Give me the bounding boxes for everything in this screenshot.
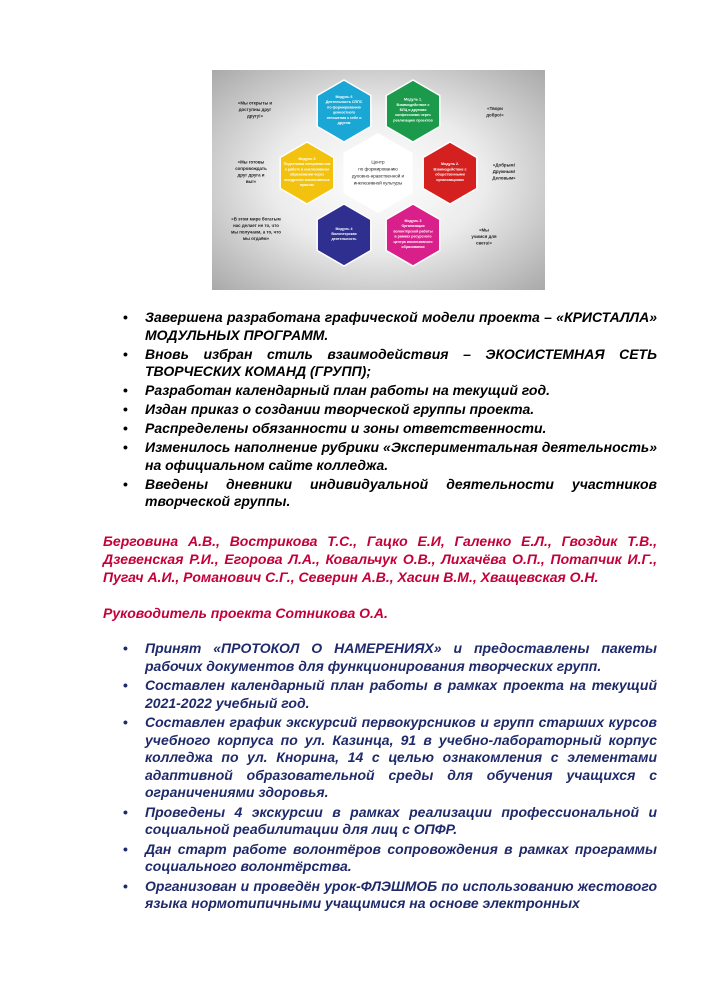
bullet-icon: • (123, 640, 128, 656)
list-item (123, 803, 657, 839)
list-item (123, 401, 657, 419)
hex-module-5-label: Модуль 5 Подготовка специалистов к работе в инклюзивном образовании через внедрение инклюзивных практик (283, 157, 331, 187)
list-item-text: Изменилось наполнение рубрики «Экспериментальная деятельность» на официальном сайте колледжа. (145, 439, 657, 473)
bullet-icon: • (123, 714, 128, 730)
quote-left-bottom: «В этом мире богатым нас делает не то, что мы получаем, а то, что мы отдаём» (231, 216, 281, 241)
crystal-model-diagram (212, 70, 545, 290)
diagram-svg (212, 70, 545, 290)
hex-module-6-label: Модуль 6 Деятельность СППС по формированию ценностного отношения к себе и другим (325, 95, 363, 125)
hex-module-3-label: Модуль 3 Организация волонтёрской работы в рамках ресурсного центра инклюзивного образования (393, 219, 433, 249)
list-item (123, 309, 657, 344)
list-item (123, 382, 657, 400)
bullet-icon: • (123, 345, 128, 362)
list-item-text: Проведены 4 экскурсии в рамках реализации профессиональной и социальной реабилитации для лиц с ОПФР. (145, 803, 657, 837)
list-item (123, 439, 657, 474)
list-item-text: Составлен календарный план работы в рамках проекта на текущий 2021-2022 учебный год. (145, 677, 657, 711)
list-item-text: Вновь избран стиль взаимодействия – ЭКОСИСТЕМНАЯ СЕТЬ ТВОРЧЕСКИХ КОМАНД (ГРУПП); (145, 345, 657, 379)
quote-left-top: «Мы открыты и доступны друг другу!» (237, 100, 273, 119)
bullet-icon: • (123, 420, 128, 436)
list-item (123, 420, 657, 438)
bullet-icon: • (123, 309, 128, 325)
completed-tasks-list (123, 309, 657, 512)
bullet-icon: • (123, 677, 128, 693)
list-item (123, 714, 657, 802)
list-item-text: Разработан календарный план работы на текущий год. (145, 382, 551, 398)
list-item-text: Принят «ПРОТОКОЛ О НАМЕРЕНИЯХ» и предоставлены пакеты рабочих документов для функционирования творческих групп. (145, 640, 657, 674)
bullet-icon: • (123, 382, 128, 398)
list-item (123, 677, 657, 712)
list-item-text: Введены дневники индивидуальной деятельности участников творческой группы. (145, 475, 657, 509)
quote-right-mid: «Добрым! Дружным! Деловым» (492, 162, 516, 181)
quote-left-mid: «Мы готовы сопровождать друг друга и вы!» (235, 159, 267, 184)
bullet-icon: • (123, 877, 128, 894)
quote-right-bottom: «Мы учимся для света!» (471, 227, 497, 246)
list-item-text: Составлен график экскурсий первокурсников и групп старших курсов учебного корпуса по ул. Казинца, 91 в учебно-лабораторный корпус колледжа по ул. Кнорина, 14 с целью ознакомления с элементами адаптивной образовательной среды для обучения учащихся с ограничениями здоровья. (145, 714, 657, 800)
list-item-text: Завершена разработана графической модели проекта – «КРИСТАЛЛА» МОДУЛЬНЫХ ПРОГРАММ. (145, 309, 657, 343)
list-item-text: Организован и проведён урок-ФЛЭШМОБ по использованию жестового языка нормотипичными учащимися на основе электронных (145, 877, 657, 911)
hex-module-4-label: Модуль 4 Волонтерская деятельность (331, 226, 357, 242)
participants-names: Берговина А.В., Вострикова Т.С., Гацко Е.И, Галенко Е.Л., Гвоздик Т.В., Дзевенская Р.И., Егорова Л.А., Ковальчук О.В., Лихачёва О.П., Потапчик И.Г., Пугач А.И., Романович С.Г., Северин А.В., Хасин В.М., Хващевская О.Н. (103, 533, 657, 585)
list-item (123, 475, 657, 511)
center-hex-label: Центр по формированию духовно-нравственной и инклюзивной культуры (351, 159, 405, 186)
bullet-icon: • (123, 803, 128, 820)
list-item (123, 877, 657, 913)
project-leader: Руководитель проекта Сотникова О.А. (103, 605, 388, 621)
list-item-text: Дан старт работе волонтёров сопровождения в рамках программы социального волонтёрства. (145, 840, 657, 874)
project-actions-list (123, 640, 657, 915)
list-item (123, 640, 657, 675)
list-item (123, 345, 657, 381)
quote-right-top: «Твори добро!» (486, 105, 504, 118)
list-item (123, 840, 657, 876)
bullet-icon: • (123, 840, 128, 857)
bullet-icon: • (123, 401, 128, 417)
list-item-text: Распределены обязанности и зоны ответственности. (145, 420, 547, 436)
hex-module-1-label: Модуль 1. Взаимодействие с БЛЦ и другими конфессиями через реализацию проектов (393, 97, 433, 123)
hex-module-2-label: Модуль 2. Взаимодействие с общественными организациями (433, 162, 467, 182)
bullet-icon: • (123, 439, 128, 455)
bullet-icon: • (123, 475, 128, 492)
list-item-text: Издан приказ о создании творческой группы проекта. (145, 401, 535, 417)
